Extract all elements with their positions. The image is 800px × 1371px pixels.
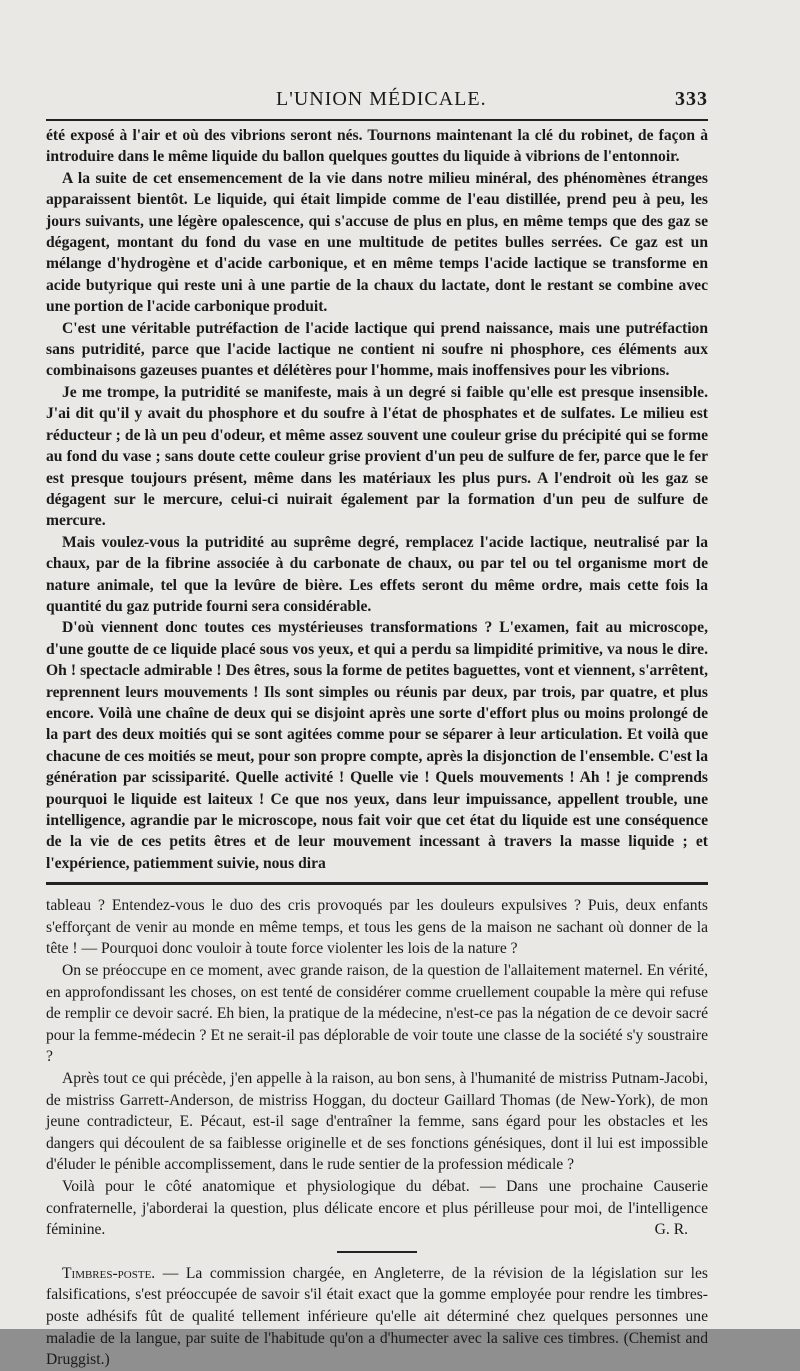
paragraph: Après tout ce qui précède, j'en appelle à la raison, au bon sens, à l'humanité de mistriss Putnam-Jacobi, de mistriss Garrett-Anderson, de mistriss Hoggan, du docteur Gaillard Thomas (de New-York), de mon jeune contradicteur, E. Pécaut, est-il sage d'entraîner la femme, sans égard pour les obstacles et les dangers qui découlent de sa faiblesse originelle et de ses fonctions génésiques, dont il lui est impossible d'éluder le pénible accomplissement, dans le rude sentier de la profession médicale ?	[46, 1069, 708, 1174]
paragraph: Je me trompe, la putridité se manifeste, mais à un degré si faible qu'elle est presque insensible. J'ai dit qu'il y avait du phosphore et du soufre à l'état de phosphates et de sulfates. Le milieu est réducteur ; de là un peu d'odeur, et même assez souvent une couleur grise du précipité qui se forme au fond du vase ; sans doute cette couleur grise provient d'un peu de sulfure de fer, parce que le fer est presque toujours présent, même dans les matériaux les plus purs. A l'endroit où les gaz se dégagent sur le mercure, celui-ci nuirait également par la formation d'un peu de sulfure de mercure.	[46, 383, 708, 530]
paragraph: été exposé à l'air et où des vibrions seront nés. Tournons maintenant la clé du robinet, de façon à introduire dans le même liquide du ballon quelques gouttes du liquide à vibrions de l'entonnoir.	[46, 127, 708, 166]
feuilleton-body	[46, 895, 708, 1241]
running-header	[46, 88, 708, 116]
closing-text: Voilà pour le côté anatomique et physiologique du débat. — Dans une prochaine Causerie confraternelle, j'aborderai la question, plus délicate encore et plus périlleuse pour moi, de l'intelligence féminine.	[46, 1177, 708, 1239]
paragraph	[46, 1176, 708, 1241]
paragraph: C'est une véritable putréfaction de l'acide lactique qui prend naissance, mais une putréfaction sans putridité, parce que l'acide lactique ne contient ni soufre ni phosphore, ces éléments aux combinaisons gazeuses puantes et délétères pour l'homme, mais inoffensives pour les vibrions.	[46, 319, 708, 380]
note-section	[46, 1263, 708, 1371]
journal-title: L'UNION MÉDICALE.	[276, 88, 487, 110]
paragraph: A la suite de cet ensemencement de la vie dans notre milieu minéral, des phénomènes étranges apparaissent bientôt. Le liquide, qui était limpide comme de l'eau distillée, prend peu à peu, les jours suivants, une légère opalescence, qui s'accuse de plus en plus, en même temps que des gaz se dégagent, montant du fond du vase en une multitude de petites bulles serrées. Ce gaz est un mélange d'hydrogène et d'acide carbonique, et en même temps l'acide lactique se transforme en acide butyrique qui reste uni à une partie de la chaux du lactate, dont le restant se combine avec une portion de l'acide carbonique produit.	[46, 169, 708, 316]
note-text: — La commission chargée, en Angleterre, de la révision de la législation sur les falsifications, s'est préoccupée de savoir s'il était exact que la gomme employée pour rendre les timbres-poste adhésifs fût de qualité tellement inférieure qu'elle ait déterminé chez quelques personnes une maladie de la langue, par suite de l'habitude qu'on a d'humecter avec la salive ces timbres. (Chemist and Druggist.)	[46, 1264, 708, 1369]
page-number: 333	[675, 88, 708, 110]
paragraph: D'où viennent donc toutes ces mystérieuses transformations ? L'examen, fait au microscope, d'une goutte de ce liquide placé sous vos yeux, et qui a perdu sa limpidité primitive, va nous le dire. Oh ! spectacle admirable ! Des êtres, sous la forme de petites baguettes, vont et viennent, s'arrêtent, reprennent leurs mouvements ! Ils sont simples ou réunis par deux, par trois, par quatre, et plus encore. Voilà une chaîne de deux qui se disjoint après une sorte d'effort plus ou moins prolongé de la part des deux moitiés qui se sont agitées comme pour se séparer à leur articulation. Et voilà que chacune de ces moitiés se meut, pour son propre compte, après la disjonction de l'ensemble. C'est la génération par scissiparité. Quelle activité ! Quelle vie ! Quels mouvements ! Ah ! je comprends pourquoi le liquide est laiteux ! Ce que nos yeux, dans leur impuissance, appellent trouble, une intelligence, agrandie par le microscope, nous fait voir que cet état du liquide est une conséquence de la vie de ces petits êtres et de leur mouvement incessant à travers la masse liquide ; et l'expérience, patiemment suivie, nous dira	[46, 619, 708, 872]
header-rule	[46, 119, 708, 121]
article-body	[46, 125, 708, 874]
note-paragraph	[46, 1263, 708, 1371]
note-heading: Timbres-poste.	[62, 1264, 156, 1282]
paragraph: Mais voulez-vous la putridité au suprême degré, remplacez l'acide lactique, neutralisé par la chaux, par de la fibrine associée à du carbonate de chaux, ou par tel ou tel organisme mort de nature animale, tel que la levûre de bière. Les effets seront du même ordre, mais cette fois la quantité du gaz putride fourni sera considérable.	[46, 533, 708, 615]
paragraph: tableau ? Entendez-vous le duo des cris provoqués par les douleurs expulsives ? Puis, deux enfants s'efforçant de venir au monde en même temps, et tous les gens de la maison ne sachant où donner de la tête ! — Pourquoi donc vouloir à toute force violenter les lois de la nature ?	[46, 897, 708, 958]
signature: G. R.	[654, 1221, 688, 1239]
paragraph: On se préoccupe en ce moment, avec grande raison, de la question de l'allaitement maternel. En vérité, en approfondissant les choses, on est tenté de considérer comme cruellement coupable la mère qui refuse de remplir ce devoir sacré. Eh bien, la pratique de la médecine, n'est-ce pas la négation de ce devoir sacré pour la femme-médecin ? Et ne serait-il pas déplorable de voir toute une classe de la société s'y soustraire ?	[46, 962, 708, 1066]
section-divider	[46, 882, 708, 885]
note-divider	[337, 1251, 417, 1253]
